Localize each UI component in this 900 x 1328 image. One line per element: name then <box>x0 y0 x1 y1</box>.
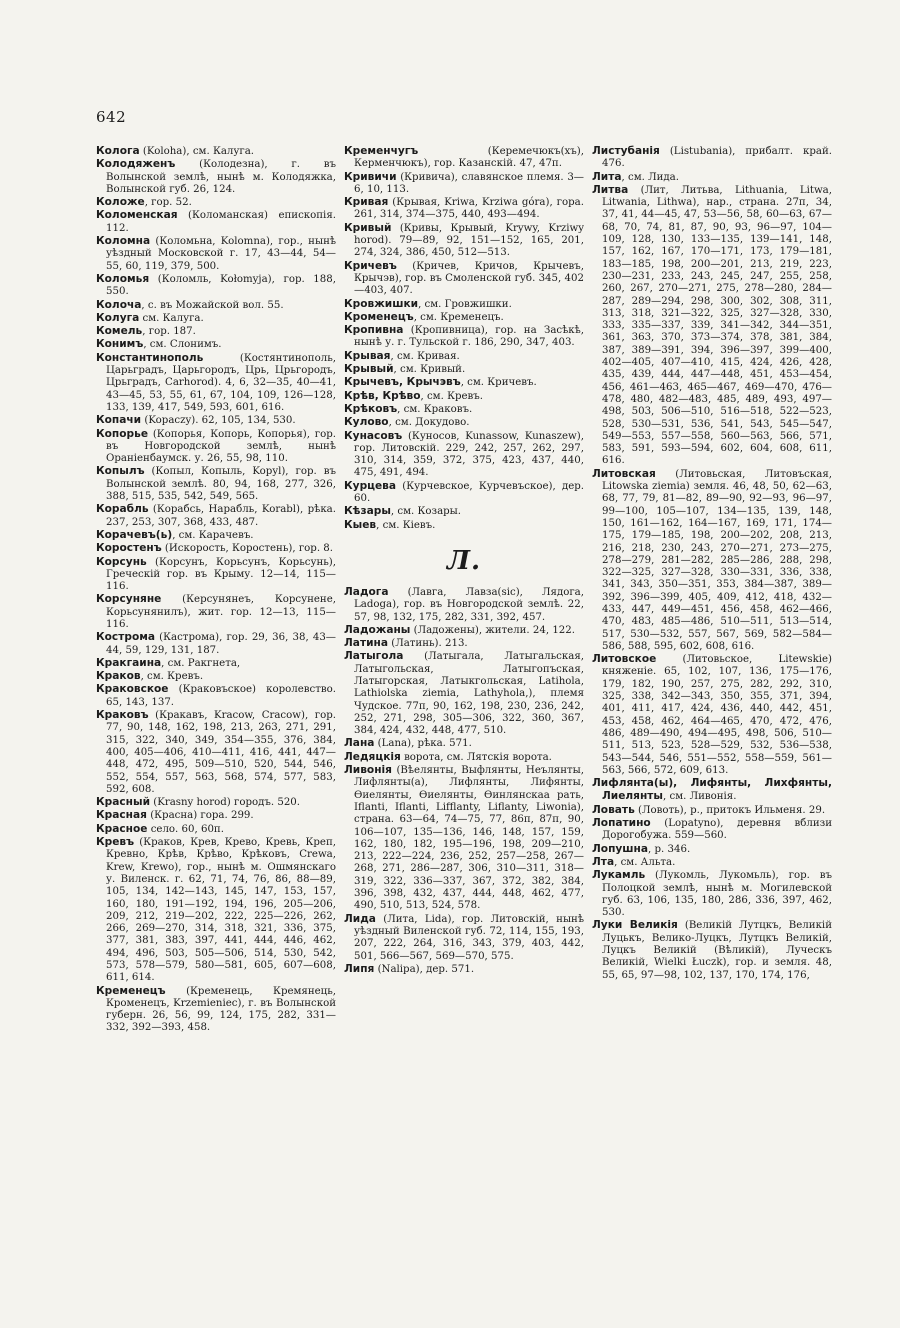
entry-text: (Lopatyno), деревня вблизи Дорогобужа. 559—560. <box>602 818 832 842</box>
entry-headword: Лифлянта(ы), Лифянты, Лихфянты, Лиелянты <box>592 777 832 803</box>
index-entry <box>96 593 336 631</box>
entry-headword: Лта <box>592 855 615 868</box>
entry-headword: Кѣзары <box>344 505 391 518</box>
entry-text: (Краковъское) королевство. 65, 143, 137. <box>106 684 336 708</box>
entry-text: , см. Краковъ. <box>397 403 473 415</box>
entry-headword: Ладога <box>344 585 389 598</box>
entry-headword: Кропивна <box>344 324 404 337</box>
entry-headword: Крывый <box>344 363 394 376</box>
entry-headword: Копорье <box>96 427 149 440</box>
entry-text: (Кракoв, Крев, Крево, Кревь, Креп, Кревно, Крѣв, Крѣво, Крѣковъ, Crewa, Krew, Krewo), гор., нынѣ м. Ошмянскаго у. Виленск. г. 62, 71, 74, 76, 86, 88—89, 105, 134, 142—143, 145, 147, 153, 157, 160, 180, 191—192, 194, 196, 205—206, 209, 212, 219—202, 222, 225—226, 262, 266, 269—270, 314, 318, 321, 336, 375, 377, 381, 383, 397, 441, 444, 446, 462, 494, 496, 503, 505—506, 514, 530, 542, 573, 578—579, 580—581, 605, 607—608, 611, 614. <box>106 837 336 984</box>
entry-text: , см. Лида. <box>621 171 679 183</box>
entry-text: (Курчевское, Курчевъское), дер. 60. <box>354 480 584 505</box>
index-entry <box>96 709 336 796</box>
entry-text: , гор. 187. <box>142 326 196 338</box>
index-entry <box>344 505 584 518</box>
index-entry <box>96 683 336 709</box>
index-entry <box>344 324 584 350</box>
entry-text: (Латинь). 213. <box>387 638 468 650</box>
index-entry <box>96 823 336 836</box>
index-entry <box>344 403 584 416</box>
entry-text: (Великій Лутцкъ, Великій Луцькъ, Велико-Луцкъ, Лутцкъ Великій, Луцкъ Великій (Вѣликій), Луческъ Великій, Wielki Łuczk), гор. и земля. 48, 55, 65, 97—98, 102, 137, 170, 174, 176, <box>602 920 832 981</box>
entry-headword: Корсуняне <box>96 593 162 606</box>
entry-text: (Куносов, Kunassow, Kunaszew), гор. Литовскій. 229, 242, 257, 262, 297, 310, 314, 359, 372, 375, 423, 437, 440, 475, 491, 494. <box>354 430 584 479</box>
entry-headword: Ладожаны <box>344 623 411 636</box>
entry-text: , см. Кіевъ. <box>376 519 436 531</box>
entry-text: (Кричев, Кричов, Крычевъ, Крычэв), гор. въ Смоленской губ. 345, 402—403, 407. <box>354 260 584 297</box>
index-entry <box>592 919 832 981</box>
index-entry <box>96 809 336 822</box>
index-entry <box>96 352 336 414</box>
entry-text: (Копорья, Копорь, Копорья), гор. въ Новгородской землѣ, нынѣ Ораніенбаумск. у. 26, 55, 98, 110. <box>106 428 336 465</box>
entry-headword: Кологa <box>96 145 140 157</box>
entry-text: (Корсунъ, Корьсунъ, Корьсунь), Греческій гор. въ Крыму. 12—14, 115—116. <box>106 556 336 593</box>
entry-text: , гор. 52. <box>144 197 192 209</box>
entry-headword: Ледяцкія <box>344 750 401 763</box>
index-entry <box>96 657 336 670</box>
index-entry <box>96 196 336 209</box>
entry-headword: Кременецъ <box>96 984 166 997</box>
entry-headword: Кровжишки <box>344 297 419 310</box>
entry-headword: Ловать <box>592 803 635 816</box>
column-1 <box>96 145 336 1035</box>
entry-headword: Кременчугъ <box>344 145 419 157</box>
index-entry <box>344 586 584 624</box>
index-entry <box>592 184 832 468</box>
entry-text: (Кременець, Кремянець, Кроменецъ, Krzemieniec), г. въ Волынской губерн. 26, 56, 99, 124, 175, 282, 331—332, 392—393, 458. <box>106 985 336 1034</box>
entry-text: (Копыл, Копыль, Kopyl), гор. въ Волынской землѣ. 80, 94, 168, 277, 326, 388, 515, 535, 542, 549, 565. <box>106 466 336 503</box>
entry-headword: Кыев <box>344 518 377 531</box>
index-entry <box>344 145 584 171</box>
entry-headword: Курцева <box>344 479 397 492</box>
index-entry <box>344 298 584 311</box>
entry-text: село. 60, 60п. <box>147 823 224 835</box>
entry-text: (Крывая, Kriwa, Krziwa góra), гора. 261, 314, 374—375, 440, 493—494. <box>354 197 584 221</box>
index-entry <box>344 480 584 506</box>
entry-headword: Краковъ <box>96 709 149 722</box>
entry-text: (Koloha), см. Калуга. <box>139 146 255 157</box>
entry-text: , см. Ракгнета, <box>161 657 241 669</box>
entry-headword: Литва <box>592 183 629 196</box>
entry-text: (Nalipa), дер. 571. <box>374 963 475 975</box>
entry-text: , см. Гровжишки. <box>418 298 512 310</box>
index-entry <box>344 913 584 963</box>
entry-text: см. Калуга. <box>139 312 204 324</box>
entry-text: (Латыгала, Латыгальская, Латыгольская, Латыгопъская, Латыгорская, Латыкгольская, Latihola, Lathiolska ziemia, Lathyhola,), племя Чудское. 77п, 90, 162, 198, 230, 236, 242, 252, 271, 298, 305—306, 322, 360, 367, 384, 424, 432, 448, 477, 510. <box>354 651 584 737</box>
entry-headword: Краков <box>96 670 141 683</box>
entry-headword: Колоча <box>96 298 142 311</box>
entry-headword: Кривая <box>344 196 389 209</box>
entry-text: (Lana), рѣка. 571. <box>374 738 472 750</box>
index-entry <box>344 764 584 913</box>
entry-headword: Лопатино <box>592 817 651 830</box>
entry-headword: Крѣковъ <box>344 402 398 415</box>
entry-text: (Керсунянеъ, Корсунене, Корьсунянилъ), жит. гор. 12—13, 115—116. <box>106 594 336 630</box>
index-entry <box>96 299 336 312</box>
index-entry <box>592 653 832 777</box>
index-columns <box>96 145 856 1245</box>
entry-headword: Конимъ <box>96 338 144 351</box>
column-3 <box>592 145 832 982</box>
entry-headword: Кричевъ <box>344 259 397 272</box>
entry-text: (Кривича), славянское племя. 3—6, 10, 113. <box>354 171 584 195</box>
entry-headword: Копачи <box>96 414 142 427</box>
entry-headword: Копылъ <box>96 465 145 478</box>
entry-headword: Кулово <box>344 416 389 429</box>
index-entry <box>592 145 832 171</box>
index-entry <box>344 260 584 298</box>
index-entry <box>592 171 832 184</box>
entry-text: (Колодезна), г. въ Волынской землѣ, нынѣ м. Колодяжка, Волынской губ. 26, 124. <box>106 159 336 195</box>
index-entry <box>96 312 336 325</box>
entry-headword: Корачевъ(ь) <box>96 528 173 541</box>
index-entry <box>344 963 584 976</box>
entry-text: , с. въ Можайской вол. 55. <box>141 299 284 311</box>
entry-headword: Красное <box>96 822 148 835</box>
index-entry <box>344 637 584 650</box>
index-entry <box>592 869 832 919</box>
entry-text: (Кастрома), гор. 29, 36, 38, 43—44, 59, 129, 131, 187. <box>106 632 336 656</box>
entry-headword: Литовская <box>592 467 656 480</box>
index-entry <box>96 273 336 299</box>
entry-headword: Коростенъ <box>96 542 162 555</box>
index-entry <box>344 416 584 429</box>
entry-text: (Коломль, Kołomyja), гор. 188, 550. <box>106 273 336 298</box>
entry-text: (Ладожены), жители. 24, 122. <box>410 624 576 636</box>
index-entry <box>344 650 584 737</box>
index-entry <box>344 350 584 363</box>
entry-headword: Литовское <box>592 653 657 666</box>
entry-headword: Колуга <box>96 311 140 324</box>
index-entry <box>344 519 584 532</box>
index-entry <box>344 737 584 750</box>
entry-text: , см. Слонимъ. <box>143 339 222 351</box>
entry-headword: Луки Великія <box>592 919 678 932</box>
page-number: 642 <box>96 108 127 126</box>
entry-headword: Коложе <box>96 196 145 209</box>
index-entry <box>344 751 584 764</box>
index-entry <box>96 670 336 683</box>
entry-headword: Кривичи <box>344 170 397 183</box>
entry-headword: Кривый <box>344 221 392 234</box>
entry-headword: Коломна <box>96 235 151 248</box>
index-entry <box>96 325 336 338</box>
entry-text: ворота, см. Лятскія ворота. <box>400 751 552 763</box>
entry-headword: Лана <box>344 737 375 750</box>
index-entry <box>592 777 832 804</box>
entry-headword: Колодяженъ <box>96 158 176 171</box>
entry-text: (Кривы, Крывый, Krywy, Krziwy horod). 79—89, 92, 151—152, 165, 201, 274, 324, 386, 450, 512—513. <box>354 222 584 259</box>
index-entry <box>96 836 336 985</box>
entry-text: (Красна) гора. 299. <box>146 810 254 822</box>
entry-headword: Коломенская <box>96 209 178 222</box>
entry-text: (Listubania), прибалт. край. 476. <box>602 146 832 170</box>
index-entry <box>96 428 336 466</box>
index-entry <box>96 158 336 196</box>
entry-text: , см. Кривая. <box>390 350 460 362</box>
entry-headword: Красный <box>96 796 150 809</box>
entry-headword: Латыгола <box>344 650 404 663</box>
index-entry <box>592 856 832 869</box>
entry-text: (Лита, Lida), гор. Литовскій, нынѣ уѣздный Виленской губ. 72, 114, 155, 193, 207, 222, 264, 316, 343, 379, 403, 442, 501, 566—567, 569—570, 575. <box>354 913 584 962</box>
entry-headword: Краковское <box>96 683 169 696</box>
index-entry <box>96 414 336 427</box>
entry-text: (Kopaczy). 62, 105, 134, 530. <box>141 415 296 427</box>
index-entry <box>96 209 336 235</box>
index-entry <box>96 338 336 351</box>
entry-text: (Лукомль, Лукомьль), гор. въ Полоцкой землѣ, нынѣ м. Могилевской губ. 63, 106, 135, 180, 286, 336, 397, 462, 530. <box>602 870 832 919</box>
index-entry <box>592 843 832 856</box>
entry-text: (Коломьна, Kolomna), гор., нынѣ уѣздный Московской г. 17, 43—44, 54—55, 60, 119, 379, 500. <box>106 236 336 272</box>
index-entry <box>96 145 336 158</box>
entry-text: (Костянтинополь, Царьградъ, Царьгородъ, Црь, Црьгородъ, Црьградъ, Carhorod). 4, 6, 32—35, 40—41, 43—45, 53, 55, 61, 67, 104, 109, 126—128, 133, 139, 417, 549, 593, 601, 616. <box>106 352 336 413</box>
entry-text: (Krasny horod) городъ. 520. <box>150 797 301 809</box>
entry-headword: Корабль <box>96 503 149 516</box>
entry-headword: Крычевъ, Крычэвъ <box>344 376 461 389</box>
entry-text: (Лавга, Лавза(sic), Лядога, Ladoga), гор. въ Новгородской землѣ. 22, 57, 98, 132, 175, 282, 331, 392, 457. <box>354 586 584 623</box>
entry-headword: Красная <box>96 809 147 822</box>
entry-text: (Корабсь, Нарабль, Korabl), рѣка. 237, 253, 307, 368, 433, 487. <box>106 504 336 528</box>
entry-headword: Ливонія <box>344 764 392 777</box>
index-entry <box>96 631 336 657</box>
entry-text: , см. Докудово. <box>388 417 470 429</box>
entry-headword: Латина <box>344 637 388 650</box>
entry-headword: Кунасовъ <box>344 429 403 442</box>
index-entry <box>592 804 832 817</box>
index-entry <box>344 311 584 324</box>
index-entry <box>96 796 336 809</box>
entry-headword: Корсунь <box>96 555 147 568</box>
entry-text: (Вѣелянты, Выфлянты, Неълянты, Лифлянты(а), Лифлянты, Лифянты, Ѳиелянты, Ѳиелянты, Ѳинлянскаа рать, Iflanti, Iflanti, Lifflanty, Liflanty, Liwonia), страна. 63—64, 74—75, 77, 86п, 87п, 90, 106—107, 135—136, 146, 148, 157, 159, 162, 180, 182, 195—196, 198, 209—210, 213, 222—224, 236, 252, 257—258, 267—268, 271, 286—287, 306, 310—311, 318—319, 322, 336—337, 367, 372, 382, 384, 396, 398, 432, 437, 444, 448, 462, 477, 490, 510, 513, 524, 578. <box>354 765 584 912</box>
entry-text: , см. Ливонія. <box>663 791 737 803</box>
index-entry <box>592 468 832 653</box>
entry-text: , см. Альта. <box>614 856 676 868</box>
column-2 <box>344 145 584 976</box>
index-entry <box>344 222 584 260</box>
index-entry <box>96 542 336 555</box>
entry-headword: Кроменецъ <box>344 310 414 323</box>
entry-text: , см. Карачевъ. <box>172 529 254 541</box>
entry-text: , см. Кричевъ. <box>460 377 537 389</box>
index-entry <box>344 363 584 376</box>
entry-text: , см. Кривый. <box>393 364 466 376</box>
index-entry <box>96 465 336 503</box>
index-entry <box>344 171 584 197</box>
entry-text: , см. Кременецъ. <box>413 311 504 323</box>
entry-text: , р. 346. <box>648 843 691 855</box>
entry-text: (Ловоть), р., притокъ Ильменя. 29. <box>634 804 826 816</box>
entry-headword: Лукамль <box>592 869 646 882</box>
index-entry <box>344 376 584 389</box>
entry-headword: Комель <box>96 325 143 338</box>
entry-text: , см. Козары. <box>390 506 462 518</box>
entry-headword: Коломья <box>96 272 150 285</box>
entry-text: , см. Кревъ. <box>420 390 483 402</box>
index-entry <box>96 556 336 594</box>
index-entry <box>96 503 336 529</box>
index-entry <box>344 430 584 480</box>
entry-headword: Кострома <box>96 631 156 644</box>
entry-text: (Кракавъ, Kracow, Cracow), гор. 77, 90, 148, 162, 198, 213, 263, 271, 291, 315, 322, 340, 349, 354—355, 376, 384, 400, 405—406, 410—411, 416, 441, 447—448, 472, 495, 509—510, 520, 544, 546, 552, 554, 557, 563, 568, 574, 577, 583, 592, 608. <box>106 710 336 795</box>
entry-headword: Лита <box>592 170 622 183</box>
section-letter-heading: Л. <box>446 545 482 576</box>
index-entry <box>96 235 336 273</box>
entry-text: , см. Кревъ. <box>140 671 204 683</box>
entry-headword: Крывая <box>344 349 391 362</box>
entry-headword: Лопушна <box>592 842 649 855</box>
entry-headword: Кракгаина <box>96 656 162 669</box>
index-entry <box>592 817 832 843</box>
entry-text: (Коломанская) епископія. 112. <box>106 210 336 234</box>
entry-headword: Кревъ <box>96 836 135 849</box>
entry-headword: Константинополь <box>96 351 204 364</box>
entry-text: (Литовьская, Литовъская, Litowska ziemia) земля. 46, 48, 50, 62—63, 68, 77, 79, 81—82, 89—90, 92—93, 96—97, 99—100, 105—107, 134—135, 139, 148, 150, 161—162, 164—167, 169, 171, 174—175, 179—185, 198, 200—202, 208, 213, 216, 218, 230, 243, 270—271, 273—275, 278—279, 281—282, 285—286, 288, 298, 322—325, 327—328, 330—331, 336, 338, 341, 343, 350—351, 353, 384—387, 389—392, 396—399, 405, 409, 412, 418, 432—433, 447, 449—451, 456, 458, 462—466, 470, 483, 485—486, 510—511, 513—514, 517, 530—532, 557, 567, 569, 582—584—586, 588, 595, 602, 608, 616. <box>602 468 832 652</box>
entry-headword: Крѣв, Крѣво <box>344 389 421 402</box>
entry-text: (Лит, Литьва, Lithuania, Litwa, Litwania, Lithwa), нар., страна. 27п, 34, 37, 41, 44—45, 47, 53—56, 58, 60—63, 67—68, 70, 74, 81, 87, 90, 93, 96—97, 104—109, 128, 130, 133—135, 139—141, 148, 157, 162, 167, 170—171, 173, 179—181, 183—185, 198, 200—201, 213, 219, 223, 230—231, 233, 243, 245, 247, 255, 258, 260, 267, 270—271, 275, 278—280, 284—287, 289—294, 298, 300, 302, 308, 311, 313, 318, 321—322, 325, 327—328, 330, 333, 335—337, 339, 341—342, 344—351, 361, 363, 370, 373—374, 378, 381, 384, 387, 389—391, 394, 396—397, 399—400, 402—405, 407—410, 415, 424, 426, 428, 435, 439, 444, 447—448, 451, 453—454, 456, 461—463, 465—467, 469—470, 476—478, 480, 482—483, 485, 489, 493, 497—498, 503, 506—510, 516—518, 522—523, 528, 530—531, 536, 541, 543, 545—547, 549—553, 557—558, 560—563, 566, 571, 583, 591, 593—594, 602, 604, 608, 611, 616. <box>602 184 832 467</box>
entry-headword: Липя <box>344 962 375 975</box>
index-entry <box>96 985 336 1035</box>
entry-text: (Искорость, Коростень), гор. 8. <box>161 543 334 555</box>
entry-headword: Листубанія <box>592 145 660 157</box>
index-entry <box>344 390 584 403</box>
index-entry <box>344 624 584 637</box>
entry-text: (Кропивница), гор. на Засѣкѣ, нынѣ у. г. Тульской г. 186, 290, 347, 403. <box>354 325 584 349</box>
index-entry <box>96 529 336 542</box>
entry-text: (Литовьское, Litewskie) княженіе. 65, 102, 107, 136, 175—176, 179, 182, 190, 257, 275, 282, 292, 310, 325, 338, 342—343, 350, 355, 371, 394, 401, 411, 417, 424, 436, 440, 442, 451, 453, 458, 462, 464—465, 470, 472, 476, 486, 489—490, 494—495, 498, 506, 510—511, 513, 523, 528—529, 532, 536—538, 543—544, 546, 551—552, 558—559, 561—563, 566, 572, 609, 613. <box>602 654 832 776</box>
index-entry <box>344 196 584 222</box>
entry-headword: Лида <box>344 912 376 925</box>
entry-text: (Керемечюкъ(хъ), Керменчюкъ), гор. Казанскій. 47, 47п. <box>354 146 584 170</box>
